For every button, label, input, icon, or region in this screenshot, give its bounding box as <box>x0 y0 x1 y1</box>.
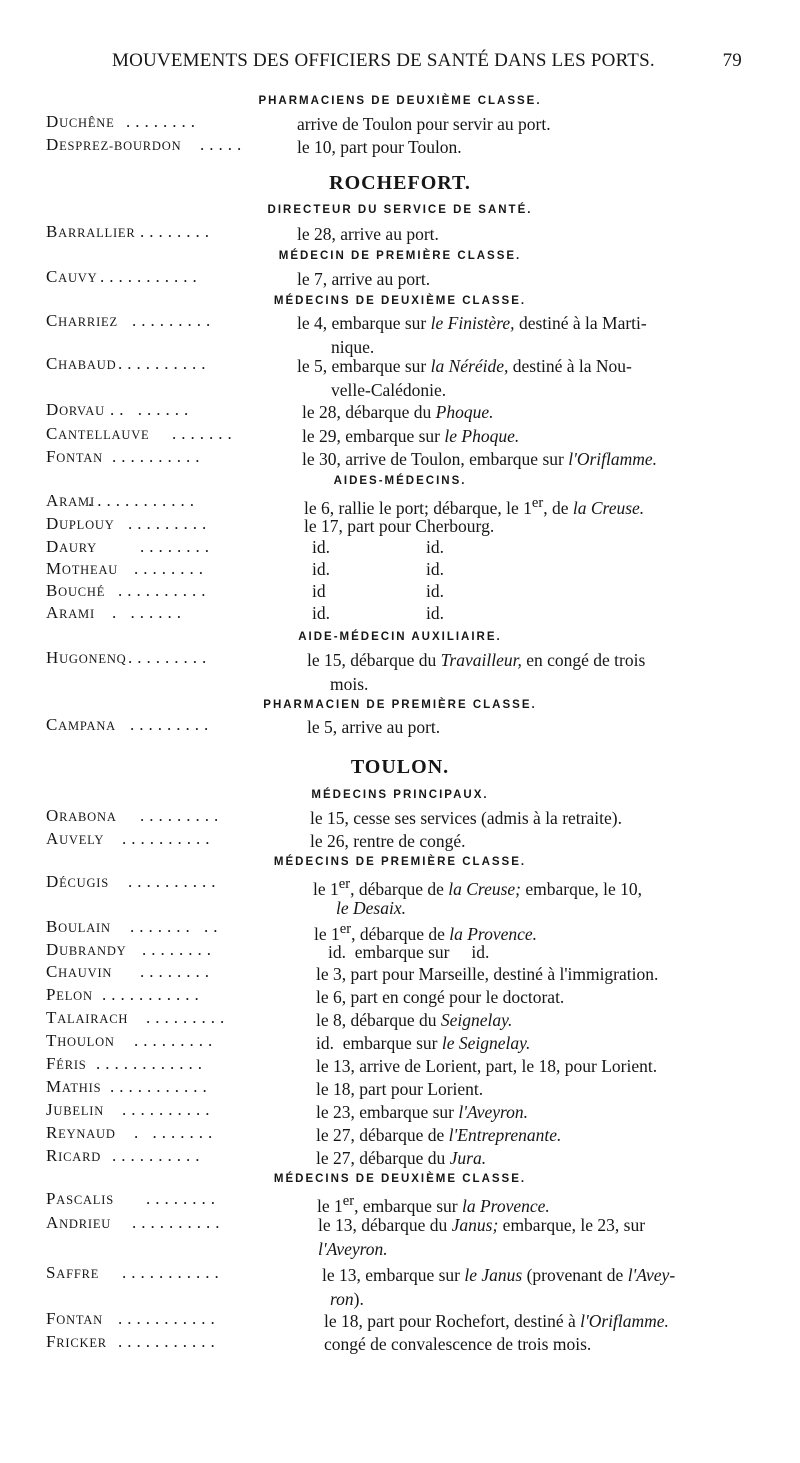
movement-text: le 8, débarque du Seignelay. <box>316 1010 513 1030</box>
officer-name: BOUCHÉ <box>46 581 106 600</box>
dot-leader: .......... <box>118 581 211 600</box>
movement-continuation: nique. <box>331 337 375 357</box>
officer-name: DESPREZ-BOURDON <box>46 135 182 154</box>
dot-leader: ........ <box>140 962 214 981</box>
dot-leader: ......... <box>130 715 214 734</box>
running-title: MOUVEMENTS DES OFFICIERS DE SANTÉ DANS LES PORTS. <box>112 50 655 71</box>
movement-continuation: mois. <box>330 674 369 694</box>
movement-text: le 5, arrive au port. <box>307 717 441 737</box>
dot-leader: . ...... <box>112 603 186 622</box>
movement-continuation: le Desaix. <box>336 898 406 918</box>
port-title: TOULON. <box>350 756 450 778</box>
ditto-mark: id. <box>312 559 330 579</box>
dot-leader: . ....... <box>134 1123 218 1142</box>
officer-name: DÉCUGIS <box>46 872 110 891</box>
dot-leader: ......... <box>140 806 224 825</box>
movement-text: le 3, part pour Marseille, destiné à l'immigration. <box>316 964 659 984</box>
dot-leader: .......... <box>112 447 205 466</box>
movement-text: le 29, embarque sur le Phoque. <box>302 426 520 446</box>
movement-text: le 6, rallie le port; débarque, le 1er, de la Creuse. <box>304 495 645 518</box>
dot-leader: .......... <box>112 1146 205 1165</box>
section-heading: AIDES-MÉDECINS. <box>333 475 467 487</box>
dot-leader: ........... <box>118 1309 220 1328</box>
officer-name: DAURY <box>46 537 98 556</box>
section-heading: MÉDECINS DE PREMIÈRE CLASSE. <box>273 856 527 868</box>
officer-name: DORVAU <box>46 400 105 419</box>
dot-leader: .. ...... <box>110 400 194 419</box>
dot-leader: ............ <box>88 491 199 510</box>
officer-name: ORABONA <box>46 806 117 825</box>
movement-text: le 15, cesse ses services (admis à la retraite). <box>310 808 622 828</box>
movement-text: le 27, débarque de l'Entreprenante. <box>316 1125 562 1145</box>
dot-leader: ......... <box>132 311 216 330</box>
officer-name: ARAMI <box>46 491 95 510</box>
officer-name: REYNAUD <box>46 1123 116 1142</box>
dot-leader: ..... <box>200 135 247 154</box>
ditto-mark: id. <box>426 559 444 579</box>
movement-text: arrive de Toulon pour servir au port. <box>297 114 551 134</box>
dot-leader: .......... <box>122 829 215 848</box>
ditto-mark: id. <box>312 603 330 623</box>
officer-name: PELON <box>46 985 93 1004</box>
movement-continuation: l'Aveyron. <box>318 1239 388 1259</box>
movement-text: le 28, débarque du Phoque. <box>302 402 494 422</box>
dot-leader: ....... <box>172 424 237 443</box>
port-title: ROCHEFORT. <box>329 172 471 194</box>
officer-name: MOTHEAU <box>46 559 119 578</box>
movement-text: le 7, arrive au port. <box>297 269 431 289</box>
dot-leader: .......... <box>122 1100 215 1119</box>
movement-text: le 27, débarque du Jura. <box>316 1148 487 1168</box>
officer-name: CAUVY <box>46 267 98 286</box>
officer-name: JUBELIN <box>46 1100 105 1119</box>
officer-name: RICARD <box>46 1146 102 1165</box>
dot-leader: ........ <box>140 537 214 556</box>
movement-text: le 13, débarque du Janus; embarque, le 23, sur <box>318 1215 646 1235</box>
officer-name: MATHIS <box>46 1077 102 1096</box>
movement-text: id. embarque sur le Seignelay. <box>316 1033 531 1053</box>
dot-leader: ........ <box>126 112 200 131</box>
section-heading: DIRECTEUR DU SERVICE DE SANTÉ. <box>267 204 533 216</box>
movement-text: le 1er, embarque sur la Provence. <box>317 1193 550 1216</box>
dot-leader: ......... <box>128 514 212 533</box>
movement-text: le 4, embarque sur le Finistère, destiné à la Marti- <box>297 313 647 333</box>
officer-name: PASCALIS <box>46 1189 114 1208</box>
dot-leader: ............ <box>96 1054 207 1073</box>
dot-leader: .......... <box>118 354 211 373</box>
movement-text: le 18, part pour Lorient. <box>316 1079 484 1099</box>
officer-name: FRICKER <box>46 1332 107 1351</box>
movement-text: le 15, débarque du Travailleur, en congé de trois <box>307 650 646 670</box>
movement-text: le 5, embarque sur la Néréide, destiné à la Nou- <box>297 356 632 376</box>
movement-text: le 6, part en congé pour le doctorat. <box>316 987 565 1007</box>
dot-leader: ........ <box>146 1189 220 1208</box>
ditto-mark: id. <box>426 581 444 601</box>
movement-text: le 17, part pour Cherbourg. <box>304 516 495 536</box>
movement-text: le 23, embarque sur l'Aveyron. <box>316 1102 529 1122</box>
officer-name: TALAIRACH <box>46 1008 129 1027</box>
running-head <box>112 50 742 76</box>
dot-leader: ........ <box>134 559 208 578</box>
dot-leader: .......... <box>128 872 221 891</box>
movement-continuation: velle-Calédonie. <box>331 380 447 400</box>
officer-name: DUCHÊNE <box>46 112 115 131</box>
movement-text: congé de convalescence de trois mois. <box>324 1334 592 1354</box>
dot-leader: ....... .. <box>130 917 223 936</box>
dot-leader: ........... <box>100 267 202 286</box>
ditto-mark: id. <box>312 537 330 557</box>
section-heading: AIDE-MÉDECIN AUXILIAIRE. <box>298 631 502 643</box>
section-heading: MÉDECINS DE DEUXIÈME CLASSE. <box>273 295 527 307</box>
officer-name: CAMPANA <box>46 715 116 734</box>
officer-name: DUBRANDY <box>46 940 127 959</box>
officer-name: BOULAIN <box>46 917 111 936</box>
officer-name: CANTELLAUVE <box>46 424 150 443</box>
movement-text: le 10, part pour Toulon. <box>297 137 462 157</box>
movement-text: le 26, rentre de congé. <box>310 831 466 851</box>
page-number: 79 <box>722 50 742 71</box>
officer-name: FÉRIS <box>46 1054 87 1073</box>
movement-text: le 13, embarque sur le Janus (provenant de l'Avey- <box>322 1265 676 1285</box>
officer-name: BARRALLIER <box>46 222 136 241</box>
movement-text: le 18, part pour Rochefort, destiné à l'Oriflamme. <box>324 1311 669 1331</box>
dot-leader: ........... <box>102 985 204 1004</box>
officer-name: SAFFRE <box>46 1263 100 1282</box>
dot-leader: ........... <box>118 1332 220 1351</box>
section-heading: MÉDECINS PRINCIPAUX. <box>311 789 489 801</box>
dot-leader: .......... <box>132 1213 225 1232</box>
movement-text: le 1er, débarque de la Creuse; embarque, le 10, <box>313 876 642 899</box>
officer-name: HUGONENQ <box>46 648 127 667</box>
dot-leader: ........... <box>122 1263 224 1282</box>
dot-leader: ......... <box>128 648 212 667</box>
movement-text: le 30, arrive de Toulon, embarque sur l'Oriflamme. <box>302 449 658 469</box>
dot-leader: ........... <box>110 1077 212 1096</box>
ditto-mark: id. <box>426 537 444 557</box>
dot-leader: ......... <box>146 1008 230 1027</box>
movement-text: le 13, arrive de Lorient, part, le 18, pour Lorient. <box>316 1056 658 1076</box>
officer-name: CHARRIEZ <box>46 311 118 330</box>
dot-leader: ........ <box>140 222 214 241</box>
officer-name: CHAUVIN <box>46 962 113 981</box>
dot-leader: ......... <box>134 1031 218 1050</box>
officer-name: ANDRIEU <box>46 1213 112 1232</box>
section-heading: PHARMACIENS DE DEUXIÈME CLASSE. <box>258 95 542 107</box>
ditto-mark: id <box>312 581 326 601</box>
movement-text: le 28, arrive au port. <box>297 224 439 244</box>
section-heading: MÉDECINS DE DEUXIÈME CLASSE. <box>273 1173 527 1185</box>
officer-name: THOULON <box>46 1031 115 1050</box>
officer-name: DUPLOUY <box>46 514 115 533</box>
section-heading: MÉDECIN DE PREMIÈRE CLASSE. <box>278 250 522 262</box>
officer-name: FONTAN <box>46 1309 104 1328</box>
officer-name: CHABAUD <box>46 354 117 373</box>
movement-continuation: ron). <box>330 1289 364 1309</box>
ditto-mark: id. <box>426 603 444 623</box>
officer-name: ARAMI <box>46 603 95 622</box>
movement-text: le 1er, débarque de la Provence. <box>314 921 538 944</box>
officer-name: AUVELY <box>46 829 105 848</box>
dot-leader: ........ <box>142 940 216 959</box>
section-heading: PHARMACIEN DE PREMIÈRE CLASSE. <box>263 699 537 711</box>
movement-text: id. embarque sur id. <box>328 942 490 962</box>
officer-name: FONTAN <box>46 447 104 466</box>
